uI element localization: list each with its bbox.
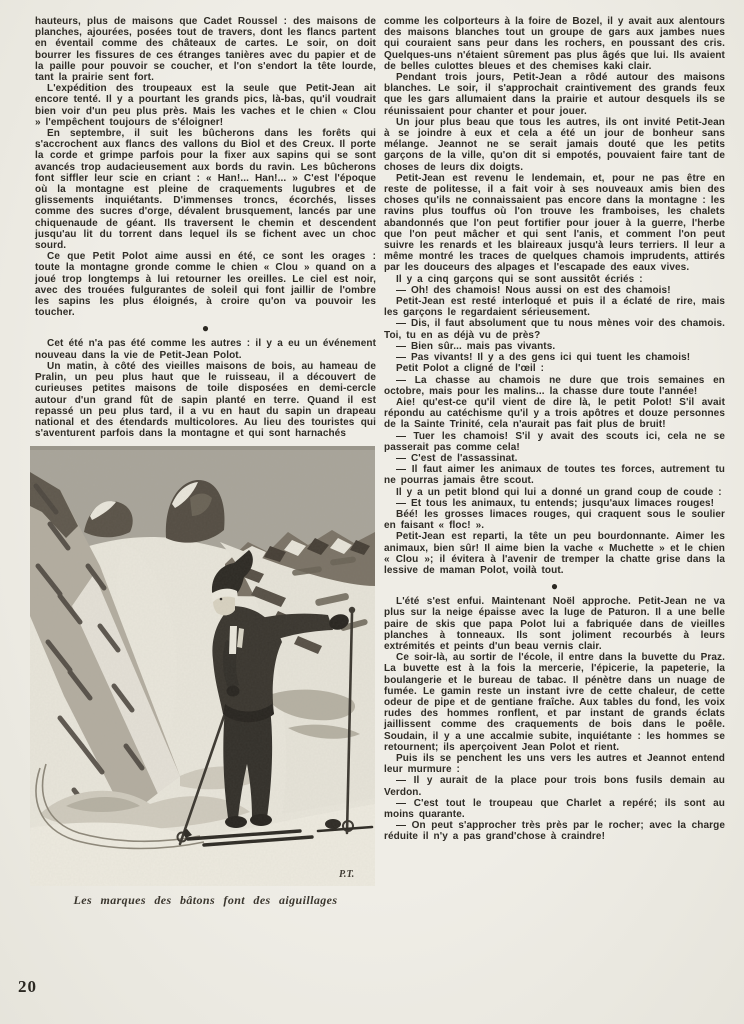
paragraph: Béé! les grosses limaces rouges, qui craquent sous le soulier en faisant « floc! ». — [384, 508, 725, 532]
paragraph: Petit-Jean est revenu le lendemain, et, pour ne pas être en reste de politesse, il a fait voir à ses nouveaux amis bien des choses qu'ils ne connaissaient pas encore dans la montagne : les ravins plus touffus où l'on trouve les framboises, les chalets abandonnés que l'on peut fortifier pour jouer à la guerre, l'herbe que l'on peut mâcher et qui sent l'anis, et comment l'on peut suivre les renards et les blaireaux jusqu'à leurs terriers. Il leur a même montré les traces de quelques chamois imprudents, attirés par les douceurs des alpages et l'escapade des eaux vives. — [384, 172, 725, 274]
paragraph: Pendant trois jours, Petit-Jean a rôdé autour des maisons blanches. Le soir, il s'approchait craintivement des grands feux que les gars allumaient dans la prairie et autour desquels ils se réunissaient pour chanter et pour jouer. — [384, 72, 725, 117]
dialogue-line: — Et tous les animaux, tu entends; jusqu'aux limaces rouges! — [396, 497, 715, 509]
dialogue-line: — Dis, il faut absolument que tu nous mènes voir des chamois. Toi, tu en as déjà vu de près? — [384, 318, 725, 341]
paragraph: En septembre, il suit les bûcherons dans les forêts qui s'accrochent aux flancs des vallons du Biol et des Creux. Il porte la corde et grimpe parfois pour la fixer aux sapins qui se sont avancés trop audacieusement aux bords du ravin. Les bûcherons font siffler leur scie en criant : « Han!... Han!... » C'est l'époque où la montagne est pleine de craquements lugubres et de glissements inquiétants. D'immenses troncs, écorchés, lisses comme des sucres d'orge, dévalent brusquement, lancés par une chiquenaude de géant. Ils traversent le chemin et descendent jusqu'au lit du torrent dans lequel ils se fichent avec un choc sourd. — [35, 128, 376, 252]
dialogue-line: — Pas vivants! Il y a des gens ici qui tuent les chamois! — [396, 352, 691, 364]
dialogue-line: — Il faut aimer les animaux de toutes tes forces, autrement tu ne pourras jamais être scout. — [384, 464, 725, 487]
paper-grain — [30, 446, 375, 886]
dialogue-line: — Tuer les chamois! S'il y avait des scouts ici, cela ne se passerait pas comme cela! — [384, 430, 725, 453]
dialogue-line: — C'est tout le troupeau que Charlet a repéré; ils sont au moins quarante. — [384, 797, 725, 821]
dialogue-line: — Il y aurait de la place pour trois bons fusils demain au Verdon. — [384, 775, 725, 798]
dialogue-line: — Bien sûr... mais pas vivants. — [396, 340, 556, 352]
paragraph: Ce soir-là, au sortir de l'école, il entre dans la buvette du Praz. La buvette est à la fois la mercerie, l'épicerie, la papeterie, la boulangerie et le bureau de tabac. Il pénètre dans un nuage de fumée. Le gamin reste un instant ivre de cette chaleur, de cette odeur de pipe et de gentiane fraîche. Aux tables du fond, les voix rudes des hommes ronflent, et par instant de grands éclats jaillissent comme des craquements de bois dans le poêle. Soudain, il y a une accalmie subite, inquiétante : les hommes se retournent; ils aperçoivent Jean Polot et rient. — [384, 652, 725, 753]
paragraph: L'été s'est enfui. Maintenant Noël approche. Petit-Jean ne va plus sur la neige épaisse avec la luge de Paturon. Il a une belle paire de skis que papa Polot lui a fabriquée dans de vieilles planches à tonneaux. Ils sont joliment recourbés à leurs extrémités et peints d'un beau vernis clair. — [384, 596, 725, 652]
paragraph: Il y a cinq garçons qui se sont aussitôt écriés : — [396, 273, 643, 285]
paragraph: comme les colporteurs à la foire de Bozel, il y avait aux alentours des maisons blanches tout un groupe de gars aux jambes nues qui couraient sans peur dans les rochers, en poussant des cris. Quelques-uns n'étaient sûrement pas plus âgés que lui. Ils avaient de belles culottes bleues et des chemises kaki clair. — [384, 16, 725, 72]
paragraph: Petit-Jean est resté interloqué et puis il a éclaté de rire, mais les garçons le regardaient sérieusement. — [384, 296, 725, 319]
dialogue-line: — C'est de l'assassinat. — [396, 452, 518, 464]
page-number: 20 — [18, 977, 37, 996]
artist-signature: P.T. — [339, 869, 355, 881]
paragraph: Ce que Petit Polot aime aussi en été, ce sont les orages : toute la montagne gronde comme le chien « Clou » quand on a joué trop longtemps à lui retourner les oreilles. Le ciel est noir, avec des trouées fulgurantes de soleil qui font jaillir de l'ombre les sapins les plus éloignés, à croire qu'on va pouvoir les toucher. — [35, 251, 376, 319]
illustration-caption: Les marques des bâtons font des aiguillages — [73, 893, 338, 908]
dialogue-line: — Oh! des chamois! Nous aussi on est des chamois! — [396, 284, 671, 296]
paragraph: Puis ils se penchent les uns vers les autres et Jeannot entend leur murmure : — [384, 753, 725, 776]
paragraph: Petit-Jean est reparti, la tête un peu bourdonnante. Aimer les animaux, bien sûr! Il aime bien la vache « Muchette » et le chien « Clou »; il évitera à l'avenir de tremper la chatte grise dans la lessive de maman Polot, voilà tout. — [384, 531, 725, 576]
left-column — [35, 16, 376, 907]
paragraph: Petit Polot a cligné de l'œil : — [396, 363, 545, 375]
paragraph: L'expédition des troupeaux est la seule que Petit-Jean ait encore tenté. Il y a pourtant les grands pics, là-bas, qu'il voudrait bien voir d'un peu plus près. Mais les vaches et le chien « Clou » l'empêchent toujours de s'éloigner! — [35, 83, 376, 128]
paragraph: Un matin, à côté des vieilles maisons de bois, au hameau de Pralin, un peu plus haut que le ruisseau, il a découvert de curieuses petites maisons de toile disposées en demi-cercle autour d'un grand fût de sapin planté en terre. Quand il est repassé un peu plus tard, il a vu en haut du sapin un drapeau national et des étendards multicolores. Au lieu des touristes qui s'aventurent parfois dans la montagne et qui sont harnachés — [35, 360, 376, 440]
paragraph: Cet été n'a pas été comme les autres : il y a eu un événement nouveau dans la vie de Petit-Jean Polot. — [35, 338, 376, 361]
dialogue-line: — On peut s'approcher très près par le rocher; avec la charge réduite il n'y a pas grand'chose à craindre! — [384, 820, 725, 843]
section-separator-bullet: ● — [550, 579, 559, 594]
dialogue-line: — La chasse au chamois ne dure que trois semaines en octobre, mais pour les malins... la chasse dure toute l'année! — [384, 374, 725, 397]
paragraph: Il y a un petit blond qui lui a donné un grand coup de coude : — [396, 486, 722, 498]
paragraph: hauteurs, plus de maisons que Cadet Roussel : des maisons de planches, ajourées, posées tout de travers, dont les flancs partent en éventail comme des châteaux de cartes. Le soir, on doit bourrer les fissures de ces étranges tanières avec du papier et de la paille pour pouvoir se coucher, et l'on s'endort la tête lourde, tant la prairie sent fort. — [35, 16, 376, 84]
paragraph: Aie! qu'est-ce qu'il vient de dire là, le petit Polot! S'il avait répondu au catéchisme qu'il y a trois apôtres et douze personnes de la Sainte Trinité, cela n'aurait pas fait plus de bruit! — [384, 396, 725, 431]
skier-illustration-drawing — [30, 446, 375, 886]
paragraph: Un jour plus beau que tous les autres, ils ont invité Petit-Jean à se joindre à eux et cela a été un jour de bonheur sans mélange. Jeannot ne se serait jamais douté que les petits garçons de la ville, qu'on dit si empotés, pouvaient faire tant de choses de leurs dix doigts. — [384, 116, 725, 173]
section-separator-bullet: ● — [201, 321, 210, 336]
skier-illustration — [30, 446, 375, 886]
right-column — [384, 16, 725, 843]
